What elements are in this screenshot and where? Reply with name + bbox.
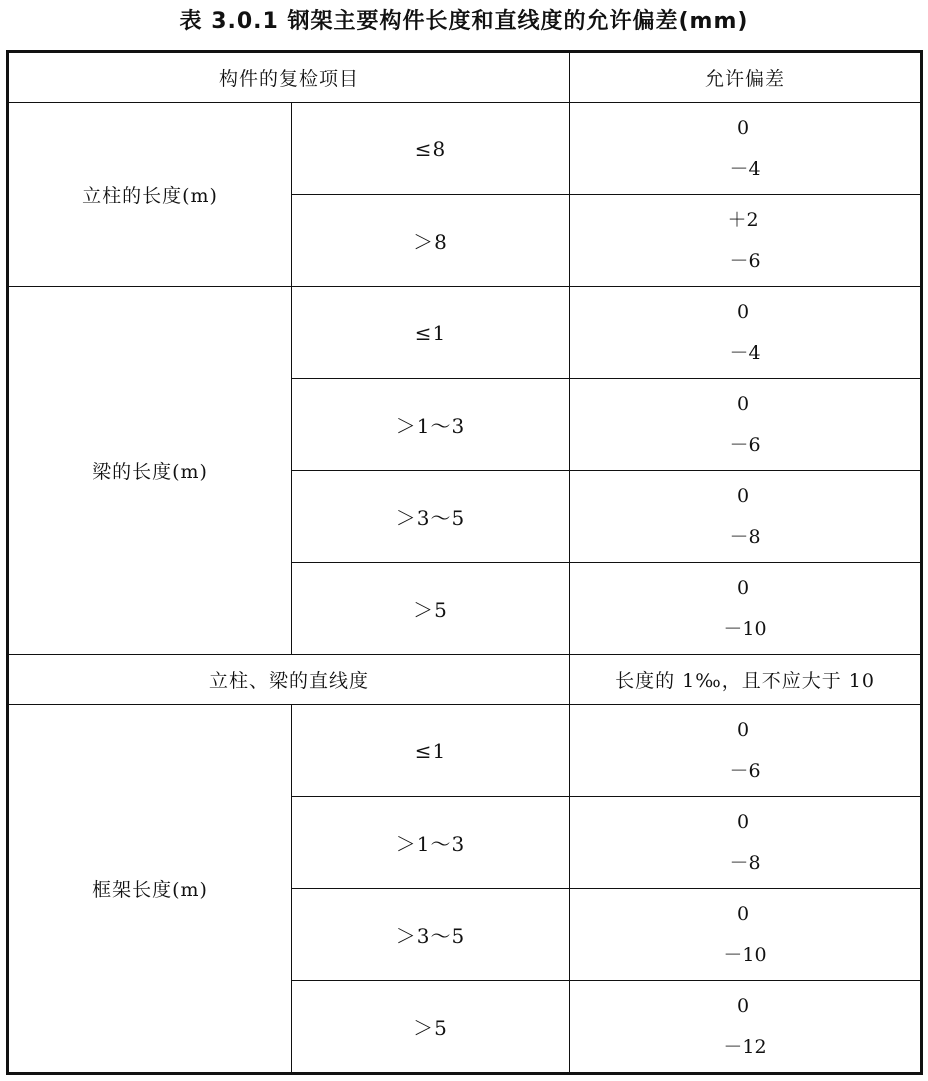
deviation-lower: －8: [729, 851, 761, 874]
deviation-cell: [570, 287, 922, 379]
group-label-beam-length: 梁的长度(m): [8, 287, 292, 655]
deviation-cell: [570, 195, 922, 287]
straightness-label: 立柱、梁的直线度: [8, 655, 570, 705]
deviation-cell: [570, 889, 922, 981]
condition-cell: ＞5: [292, 563, 570, 655]
deviation-cell: [570, 379, 922, 471]
deviation-upper: 0: [736, 994, 750, 1017]
condition-cell: ＞1～3: [292, 379, 570, 471]
deviation-lower: －4: [729, 157, 761, 180]
condition-cell: ＞5: [292, 981, 570, 1074]
deviation-lower: －8: [729, 525, 761, 548]
deviation-upper: 0: [736, 116, 750, 139]
straightness-deviation: 长度的 1‰，且不应大于 10: [570, 655, 922, 705]
deviation-cell: [570, 981, 922, 1074]
deviation-upper: 0: [736, 576, 750, 599]
table-row: [8, 655, 922, 705]
deviation-lower: －6: [729, 759, 761, 782]
deviation-upper: 0: [736, 718, 750, 741]
deviation-lower: －12: [723, 1035, 767, 1058]
deviation-cell: [570, 471, 922, 563]
deviation-table: [6, 50, 923, 1075]
header-row: [8, 52, 922, 103]
header-item: 构件的复检项目: [8, 52, 570, 103]
group-label-frame-length: 框架长度(m): [8, 705, 292, 1074]
deviation-cell: [570, 563, 922, 655]
condition-cell: ＞3～5: [292, 471, 570, 563]
table-title: 表 3.0.1 钢架主要构件长度和直线度的允许偏差(mm): [179, 9, 749, 34]
deviation-lower: －4: [729, 341, 761, 364]
condition-cell: ＞8: [292, 195, 570, 287]
deviation-upper: 0: [736, 902, 750, 925]
deviation-table-wrapper: [6, 50, 920, 1075]
deviation-upper: 0: [736, 810, 750, 833]
deviation-lower: －6: [729, 249, 761, 272]
table-row: [8, 705, 922, 797]
deviation-lower: －10: [723, 943, 767, 966]
deviation-lower: －10: [723, 617, 767, 640]
table-row: [8, 287, 922, 379]
condition-cell: ＞3～5: [292, 889, 570, 981]
condition-cell: ≤1: [292, 705, 570, 797]
deviation-upper: 0: [736, 484, 750, 507]
deviation-lower: －6: [729, 433, 761, 456]
deviation-upper: 0: [736, 392, 750, 415]
deviation-cell: [570, 103, 922, 195]
condition-cell: ≤1: [292, 287, 570, 379]
deviation-cell: [570, 705, 922, 797]
group-label-column-length: 立柱的长度(m): [8, 103, 292, 287]
deviation-upper: ＋2: [727, 208, 759, 231]
table-row: [8, 103, 922, 195]
header-deviation: 允许偏差: [570, 52, 922, 103]
deviation-upper: 0: [736, 300, 750, 323]
condition-cell: ＞1～3: [292, 797, 570, 889]
condition-cell: ≤8: [292, 103, 570, 195]
deviation-cell: [570, 797, 922, 889]
